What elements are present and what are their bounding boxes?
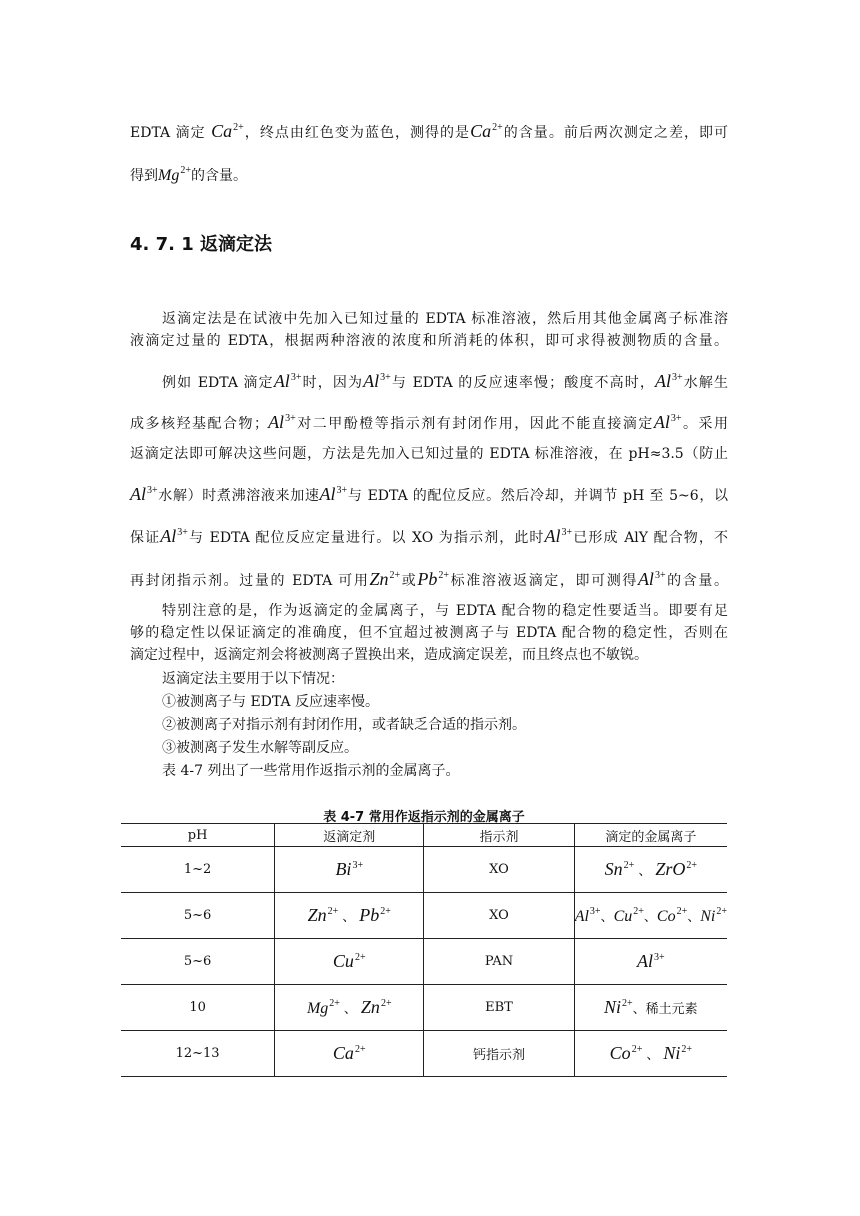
cell-indicator: XO — [424, 893, 574, 939]
section-heading: 4. 7. 1 返滴定法 — [130, 234, 273, 255]
text-line: 再封闭指示剂。过量的 EDTA 可用$Zn^{2+}$或$Pb^{2+}$标准溶液返滴定，即可测得$Al^{3+}$的含量。 — [130, 569, 729, 589]
table-header-row — [121, 824, 727, 847]
list-item: ②被测离子对指示剂有封闭作用，或者缺乏合适的指示剂。 — [162, 717, 526, 733]
chem-ion: $Al^{3+}$ — [268, 412, 296, 432]
cell-back-titrant: $Mg^{2+}$ 、 $Zn^{2+}$ — [275, 985, 424, 1031]
cell-back-titrant: $Zn^{2+}$ 、 $Pb^{2+}$ — [275, 893, 424, 939]
chem-ion: $Al^{3+}$ — [363, 371, 391, 391]
table-row — [121, 893, 727, 939]
chem-ion: $Al^{3+}$ — [273, 371, 302, 391]
text-line: 保证$Al^{3+}$与 EDTA 配位反应定量进行。以 XO 为指示剂，此时$Al^{3+}$已形成 AlY 配合物，不 — [130, 526, 729, 546]
chem-ion: $Ca^{2+}$ — [470, 121, 503, 141]
chem-ion: $Ca^{2+}$ — [211, 121, 244, 141]
header-indicator: 指示剂 — [424, 824, 574, 847]
table-row — [121, 847, 727, 893]
cell-indicator: PAN — [424, 939, 574, 985]
header-titrated-ions: 滴定的金属离子 — [574, 824, 727, 847]
text-line: 液滴定过量的 EDTA，根据两种溶液的浓度和所消耗的体积，即可求得被测物质的含量。 — [130, 333, 728, 349]
text-line: 返滴定法即可解决这些问题，方法是先加入已知过量的 EDTA 标准溶液，在 pH≈3.5（防止 — [130, 446, 728, 462]
cell-titrated-ions: $Ni^{2+}$、稀土元素 — [574, 985, 727, 1031]
text-line: 例如 EDTA 滴定$Al^{3+}$时，因为$Al^{3+}$与 EDTA 的反应速率慢；酸度不高时，$Al^{3+}$水解生 — [162, 371, 729, 391]
cell-ph: 1~2 — [121, 847, 275, 893]
chem-ion: $Al^{3+}$ — [637, 569, 666, 589]
header-back-titrant: 返滴定剂 — [275, 824, 424, 847]
text-line: 得到$Mg^{2+}$的含量。 — [130, 165, 247, 184]
list-item: ①被测离子与 EDTA 反应速率慢。 — [162, 694, 380, 710]
table-row — [121, 939, 727, 985]
text-line: 成多核羟基配合物；$Al^{3+}$对二甲酚橙等指示剂有封闭作用，因此不能直接滴定$Al^{3+}$。采用 — [130, 412, 729, 432]
table-row — [121, 985, 727, 1031]
text-line: 特别注意的是，作为返滴定的金属离子，与 EDTA 配合物的稳定性要适当。即要有足 — [162, 603, 728, 619]
chem-ion: $Al^{3+}$ — [544, 526, 573, 546]
table-caption: 表 4-7 常用作返指示剂的金属离子 — [323, 810, 525, 825]
chem-ion: $Al^{3+}$ — [319, 484, 348, 504]
text-line: 返滴定法是在试液中先加入已知过量的 EDTA 标准溶液，然后用其他金属离子标准溶 — [162, 311, 728, 327]
chem-ion: $Al^{3+}$ — [653, 412, 682, 432]
chem-ion: $Al^{3+}$ — [160, 526, 188, 546]
cell-ph: 5~6 — [121, 939, 275, 985]
cell-ph: 10 — [121, 985, 275, 1031]
cell-indicator: 钙指示剂 — [424, 1031, 574, 1077]
chem-ion: $Mg^{2+}$ — [158, 165, 191, 184]
text-line: EDTA 滴定 $Ca^{2+}$，终点由红色变为蓝色，测得的是$Ca^{2+}$的含量。前后两次测定之差，即可 — [130, 121, 729, 141]
cell-ph: 12~13 — [121, 1031, 275, 1077]
list-intro: 返滴定法主要用于以下情况： — [162, 671, 344, 687]
cell-ph: 5~6 — [121, 893, 275, 939]
cell-back-titrant: $Ca^{2+}$ — [275, 1031, 424, 1077]
text-line: 表 4-7 列出了一些常用作返指示剂的金属离子。 — [162, 763, 460, 779]
table-row — [121, 1031, 727, 1077]
chem-ion: $Al^{3+}$ — [654, 371, 683, 391]
cell-indicator: XO — [424, 847, 574, 893]
cell-titrated-ions: $Al^{3+}$、$Cu^{2+}$、$Co^{2+}$、$Ni^{2+}$ — [574, 893, 727, 939]
cell-back-titrant: $Bi^{3+}$ — [275, 847, 424, 893]
header-ph: pH — [121, 824, 275, 847]
list-item: ③被测离子发生水解等副反应。 — [162, 740, 358, 756]
cell-back-titrant: $Cu^{2+}$ — [275, 939, 424, 985]
cell-indicator: EBT — [424, 985, 574, 1031]
chem-ion: $Pb^{2+}$ — [417, 569, 450, 589]
cell-titrated-ions: $Al^{3+}$ — [574, 939, 727, 985]
text-line: $Al^{3+}$水解）时煮沸溶液来加速$Al^{3+}$与 EDTA 的配位反应。然后冷却，并调节 pH 至 5~6，以 — [130, 484, 728, 504]
cell-titrated-ions: $Co^{2+}$ 、 $Ni^{2+}$ — [574, 1031, 727, 1077]
text-line: 滴定过程中，返滴定剂会将被测离子置换出来，造成滴定误差，而且终点也不敏锐。 — [130, 647, 648, 663]
chem-ion: $Zn^{2+}$ — [369, 569, 401, 589]
cell-titrated-ions: $Sn^{2+}$ 、 ZrO$^{2+}$ — [574, 847, 727, 893]
text-line: 够的稳定性以保证滴定的准确度，但不宜超过被测离子与 EDTA 配合物的稳定性，否则在 — [130, 625, 728, 641]
metal-ion-table — [121, 823, 727, 1077]
chem-ion: $Al^{3+}$ — [130, 484, 158, 504]
